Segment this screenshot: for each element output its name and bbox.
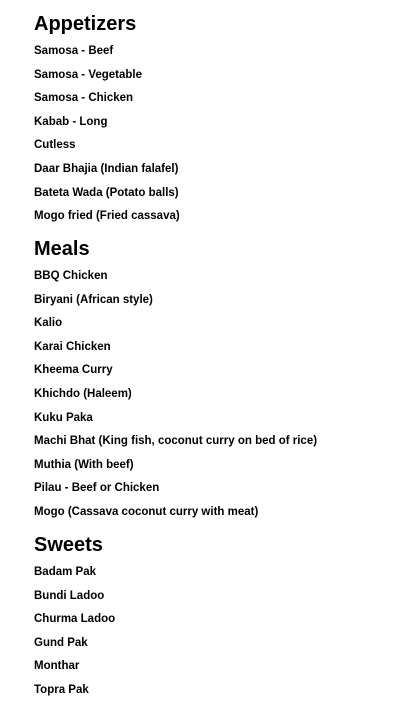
menu-item: Kalio — [34, 317, 63, 330]
section-appetizers — [34, 12, 180, 233]
menu-item: Cutless — [34, 139, 76, 152]
sweets-list — [34, 561, 115, 707]
menu-item: Khichdo (Haleem) — [34, 387, 132, 400]
section-sweets — [34, 533, 115, 707]
menu-item: Pilau - Beef or Chicken — [34, 482, 160, 495]
meals-list — [34, 265, 317, 529]
menu-item: Samosa - Vegetable — [34, 68, 143, 81]
menu-item: Bundi Ladoo — [34, 589, 105, 602]
appetizers-list — [34, 40, 180, 233]
section-meals — [34, 237, 317, 529]
section-title-meals: Meals — [34, 238, 90, 260]
menu-item: Gund Pak — [34, 636, 88, 649]
menu-item: Karai Chicken — [34, 340, 111, 353]
menu-item: Samosa - Beef — [34, 45, 114, 57]
menu-item: Kabab - Long — [34, 115, 108, 128]
menu-item: Mogo (Cassava coconut curry with meat) — [34, 505, 259, 518]
menu-item: Badam Pak — [34, 566, 97, 578]
menu-item: Machi Bhat (King fish, coconut curry on bed of rice) — [34, 435, 318, 448]
menu-item: Topra Pak — [34, 683, 89, 696]
section-title-appetizers: Appetizers — [34, 13, 137, 35]
menu-item: Kheema Curry — [34, 364, 113, 377]
section-title-sweets: Sweets — [34, 534, 103, 556]
menu-item: Muthia (With beef) — [34, 458, 134, 471]
menu-item: Monthar — [34, 660, 80, 673]
menu-item: Mogo fried (Fried cassava) — [34, 210, 180, 223]
menu-item: Kuku Paka — [34, 411, 93, 424]
menu-item: BBQ Chicken — [34, 270, 108, 282]
menu-item: Bateta Wada (Potato balls) — [34, 186, 179, 199]
menu-item: Churma Ladoo — [34, 613, 116, 626]
menu-item: Samosa - Chicken — [34, 92, 134, 105]
menu-item: Biryani (African style) — [34, 293, 153, 306]
menu-item: Daar Bhajia (Indian falafel) — [34, 162, 179, 175]
